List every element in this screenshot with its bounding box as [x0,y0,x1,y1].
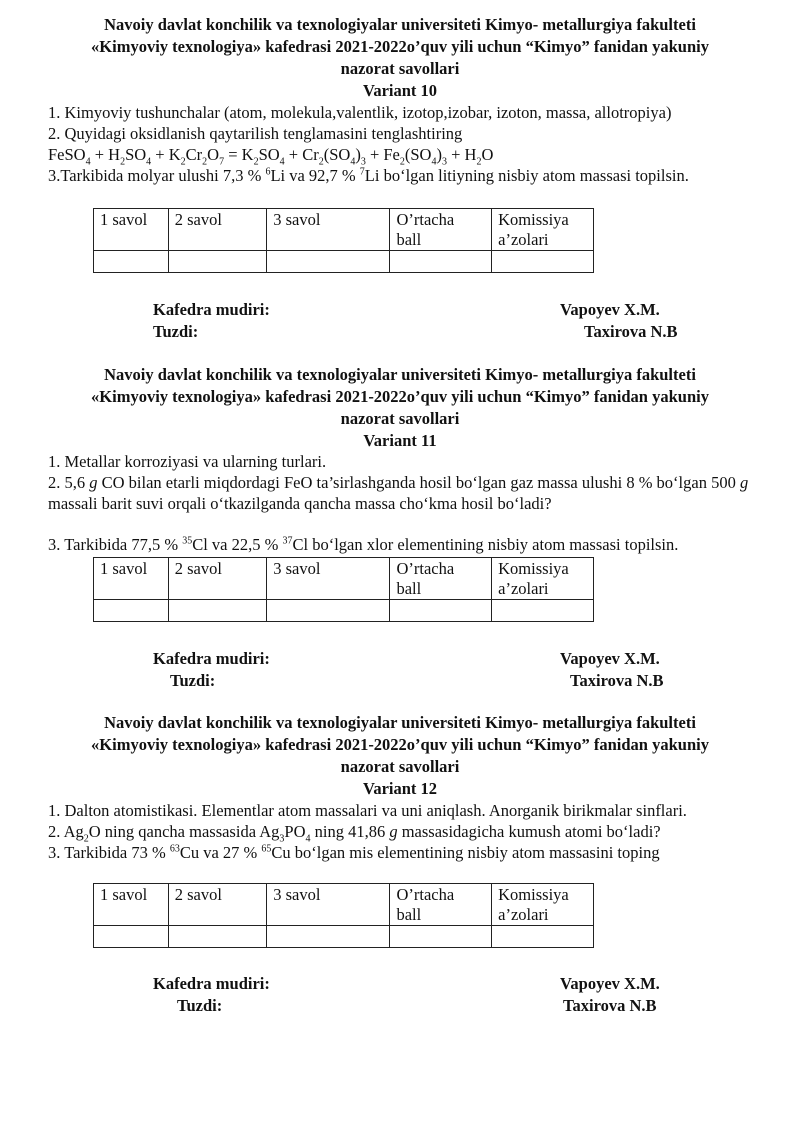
variant-title: Variant 11 [363,431,437,450]
table-header-q2: 2 savol [168,209,266,251]
variant-11-section [0,364,800,452]
university-header-line3: nazorat savollari [340,409,460,428]
university-header-line3: nazorat savollari [340,59,460,78]
question-2: 2. Quyidagi oksidlanish qaytarilish tenglamasini tenglashtiring [48,124,463,143]
university-header-line2: «Kimyoviy texnologiya» kafedrasi 2021-2022o’quv yili uchun “Kimyo” fanidan yakuniy [91,37,709,56]
question-2: 2. $Ag_2O$ ning qancha massasida $Ag_3PO_4$ ning 41,86 g massasidagicha kumush atomi bo‘ladi? [48,822,661,845]
question-3: 3. Tarkibida 73 % $^{63}$Cu va 27 % $^{65}$Cu bo‘lgan mis elementining nisbiy atom massasini toping [48,843,660,862]
table-header-commission: Komissiya a’zolari [492,884,594,926]
question-3: 3.Tarkibida molyar ulushi 7,3 % $^6$Li va 92,7 % $^7$Li bo‘lgan litiyning nisbiy atom massasi topilsin. [48,166,689,185]
university-header-line2: «Kimyoviy texnologiya» kafedrasi 2021-2022o’quv yili uchun “Kimyo” fanidan yakuniy [91,735,709,754]
kafedra-label: Kafedra mudiri: [153,649,270,668]
question-1: 1. Kimyoviy tushunchalar (atom, molekula,valentlik, izotop,izobar, izoton, massa, allotropiya) [48,103,672,122]
question-2-equation: FeSO$_4$ + $H_2SO_4 + K_2Cr_2O_7 = K_2SO_4 + Cr_2(SO_4)_3 + Fe_2(SO_4)_3 + H_2O$ [48,145,494,168]
question-2: 2. 5,6 g CO bilan etarli miqdordagi FeO ta’sirlashganda hosil bo‘lgan gaz massa ulushi 8 % bo‘lgan 500 g massali barit suvi orqali o‘tkazilganda qancha massa cho‘kma hosil bo‘ladi? [48,473,749,513]
variant-10-section [0,14,800,102]
table-cell-empty[interactable] [492,251,594,273]
grade-table-variant-12 [93,883,594,948]
table-header-average: O’rtacha ball [390,558,492,600]
table-cell-empty[interactable] [492,600,594,622]
university-header-line1: Navoiy davlat konchilik va texnologiyalar universiteti Kimyo- metallurgiya fakulteti [104,713,696,732]
tuzdi-name: Taxirova N.B [584,322,678,341]
variant-10-questions [0,102,800,186]
university-header-line1: Navoiy davlat konchilik va texnologiyalar universiteti Kimyo- metallurgiya fakulteti [104,365,696,384]
table-cell-empty[interactable] [94,926,169,948]
table-header-average: O’rtacha ball [390,884,492,926]
tuzdi-name: Taxirova N.B [563,996,657,1015]
table-cell-empty[interactable] [267,600,390,622]
table-header-commission: Komissiya a’zolari [492,209,594,251]
variant-11-questions [0,451,800,555]
table-cell-empty[interactable] [390,251,492,273]
table-cell-empty[interactable] [267,926,390,948]
table-header-q1: 1 savol [94,558,169,600]
variant-title: Variant 12 [362,779,438,798]
table-cell-empty[interactable] [168,251,266,273]
question-1: 1. Metallar korroziyasi va ularning turlari. [48,452,327,471]
table-header-q1: 1 savol [94,884,169,926]
table-cell-empty[interactable] [390,600,492,622]
kafedra-label: Kafedra mudiri: [153,974,270,993]
table-cell-empty[interactable] [94,600,169,622]
kafedra-name: Vapoyev X.M. [560,974,660,993]
tuzdi-label: Tuzdi: [153,322,199,341]
university-header-line2: «Kimyoviy texnologiya» kafedrasi 2021-2022o’quv yili uchun “Kimyo” fanidan yakuniy [91,387,709,406]
table-header-q3: 3 savol [267,884,390,926]
question-3: 3. Tarkibida 77,5 % $^{35}$Cl va 22,5 % $^{37}$Cl bo‘lgan xlor elementining nisbiy atom massasi topilsin. [48,535,679,554]
university-header-line1: Navoiy davlat konchilik va texnologiyalar universiteti Kimyo- metallurgiya fakulteti [104,15,696,34]
table-cell-empty[interactable] [168,600,266,622]
table-cell-empty[interactable] [168,926,266,948]
table-header-q2: 2 savol [168,884,266,926]
table-header-q3: 3 savol [267,209,390,251]
tuzdi-name: Taxirova N.B [570,671,664,690]
variant-12-section [0,712,800,800]
university-header-line3: nazorat savollari [340,757,460,776]
table-header-average: O’rtacha ball [390,209,492,251]
grade-table-variant-11 [93,557,594,622]
table-cell-empty[interactable] [390,926,492,948]
table-header-q2: 2 savol [168,558,266,600]
question-1: 1. Dalton atomistikasi. Elementlar atom massalari va uni aniqlash. Anorganik birikmalar sinflari. [48,801,687,820]
table-cell-empty[interactable] [492,926,594,948]
variant-title: Variant 10 [362,81,438,100]
table-header-commission: Komissiya a’zolari [492,558,594,600]
variant-12-questions [0,800,800,863]
table-cell-empty[interactable] [94,251,169,273]
kafedra-name: Vapoyev X.M. [560,649,660,668]
kafedra-name: Vapoyev X.M. [560,300,660,319]
grade-table-variant-10 [93,208,594,273]
table-header-q3: 3 savol [267,558,390,600]
table-header-q1: 1 savol [94,209,169,251]
tuzdi-label: Tuzdi: [170,671,216,690]
tuzdi-label: Tuzdi: [177,996,223,1015]
table-cell-empty[interactable] [267,251,390,273]
kafedra-label: Kafedra mudiri: [153,300,270,319]
